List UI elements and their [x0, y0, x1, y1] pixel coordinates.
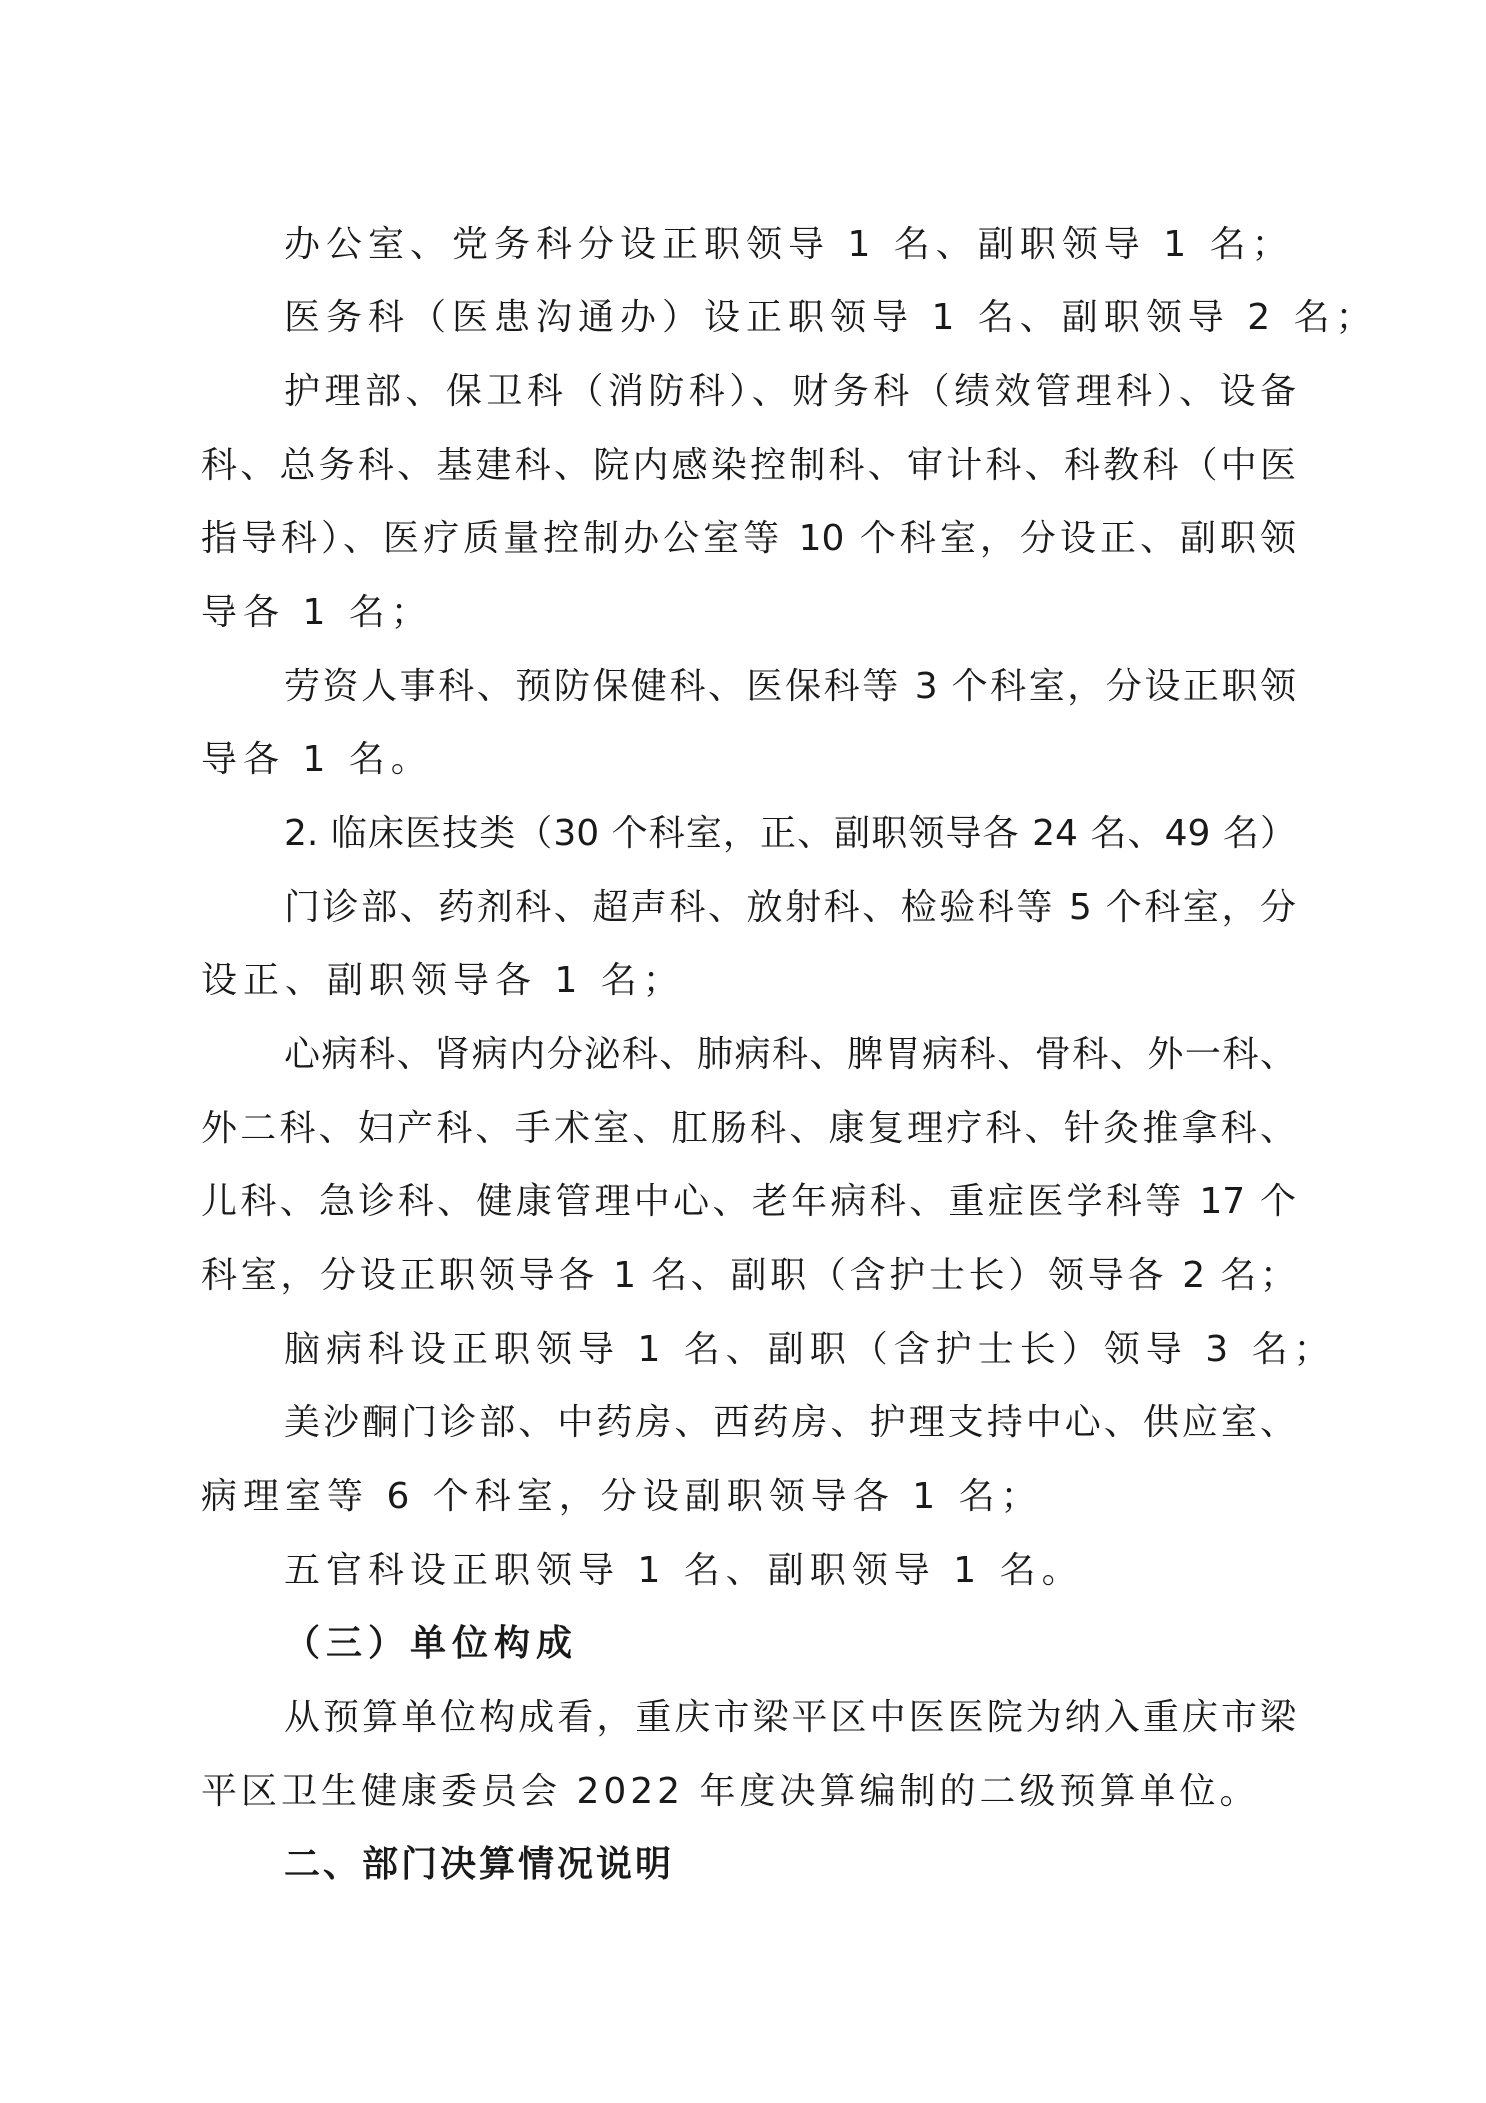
text-line: 门诊部、药剂科、超声科、放射科、检验科等 5 个科室，分 — [284, 887, 1296, 928]
text-line: 心病科、肾病内分泌科、肺病科、脾胃病科、骨科、外一科、 — [284, 1034, 1296, 1075]
text-line: 设正、副职领导各 1 名； — [201, 960, 685, 1001]
text-line: 指导科）、医疗质量控制办公室等 10 个科室，分设正、副职领 — [201, 518, 1296, 559]
text-line: 劳资人事科、预防保健科、医保科等 3 个科室，分设正职领 — [284, 666, 1296, 707]
text-line: 从预算单位构成看，重庆市梁平区中医医院为纳入重庆市梁 — [284, 1697, 1296, 1738]
text-line: 2. 临床医技类（30 个科室，正、副职领导各 24 名、49 名） — [284, 813, 1296, 854]
text-line: 护理部、保卫科（消防科）、财务科（绩效管理科）、设备 — [284, 371, 1296, 412]
text-line: 五官科设正职领导 1 名、副职领导 1 名。 — [284, 1550, 1084, 1591]
text-line: 美沙酮门诊部、中药房、西药房、护理支持中心、供应室、 — [284, 1402, 1296, 1443]
text-line: 外二科、妇产科、手术室、肛肠科、康复理疗科、针灸推拿科、 — [201, 1108, 1296, 1149]
chapter-heading: 二、部门决算情况说明 — [284, 1844, 675, 1885]
text-line: 平区卫生健康委员会 2022 年度决算编制的二级预算单位。 — [201, 1771, 1260, 1812]
text-line: 医务科（医患沟通办）设正职领导 1 名、副职领导 2 名； — [284, 297, 1378, 338]
text-line: 导各 1 名； — [201, 592, 433, 633]
text-line: 科、总务科、基建科、院内感染控制科、审计科、科教科（中医 — [201, 445, 1296, 486]
text-line: 儿科、急诊科、健康管理中心、老年病科、重症医学科等 17 个 — [201, 1181, 1296, 1222]
text-line: 病理室等 6 个科室，分设副职领导各 1 名； — [201, 1476, 1043, 1517]
text-line: 科室，分设正职领导各 1 名、副职（含护士长）领导各 2 名； — [201, 1255, 1296, 1296]
text-line: 脑病科设正职领导 1 名、副职（含护士长）领导 3 名； — [284, 1329, 1336, 1370]
section-heading: （三）单位构成 — [284, 1623, 579, 1664]
text-line: 导各 1 名。 — [201, 739, 433, 780]
text-line: 办公室、党务科分设正职领导 1 名、副职领导 1 名； — [284, 224, 1294, 265]
